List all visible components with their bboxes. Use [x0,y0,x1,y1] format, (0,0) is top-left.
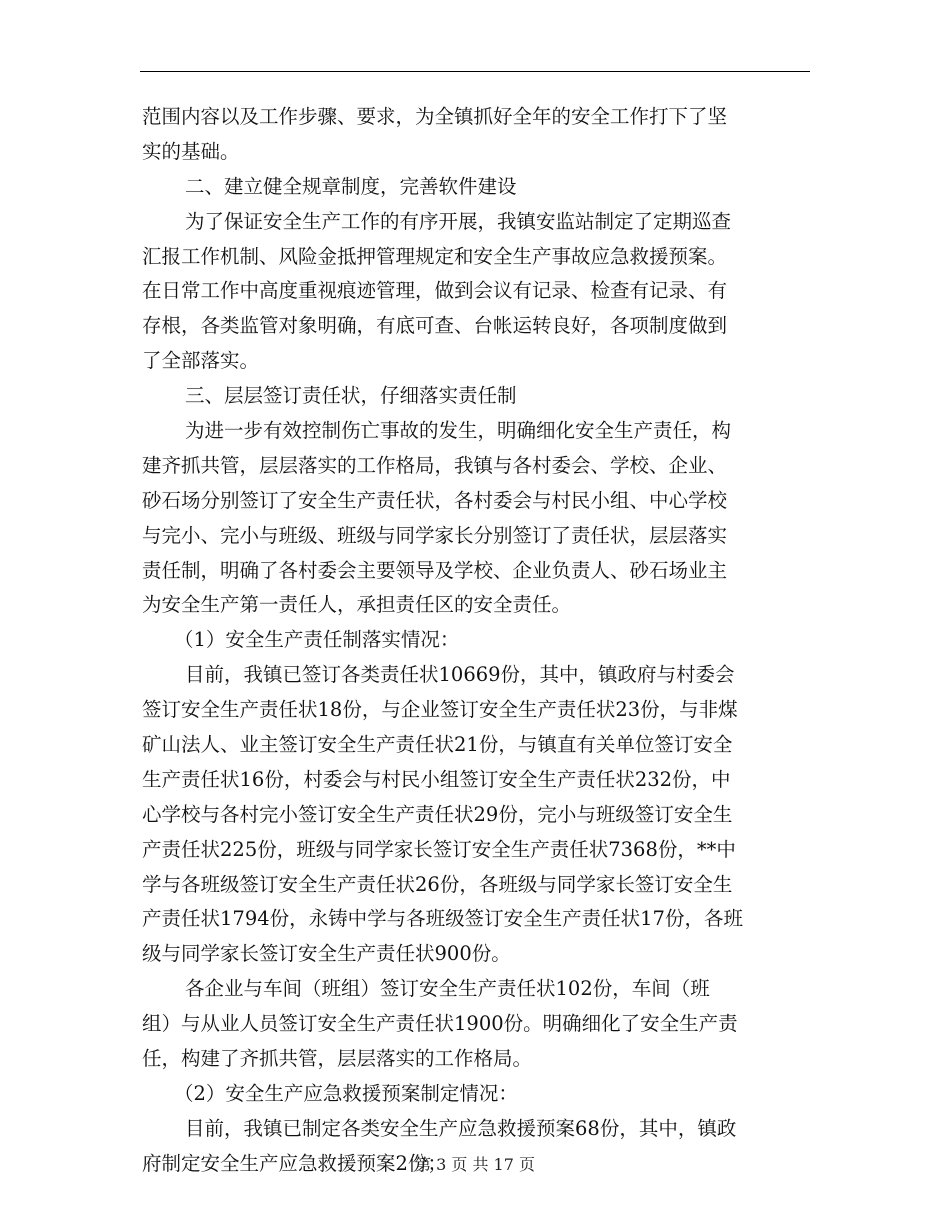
text-line: 级与同学家长签订安全生产责任状900份。 [142,942,511,966]
text-line: 汇报工作机制、风险金抵押管理规定和安全生产事故应急救援预案。 [142,244,728,268]
text-line: 学与各班级签订安全生产责任状26份，各班级与同学家长签订安全生 [142,872,733,896]
text-line: 府制定安全生产应急救援预案2份； [142,1151,447,1175]
text-line: 存根，各类监管对象明确，有底可查、台帐运转良好，各项制度做到 [142,314,728,338]
text-line: 与完小、完小与班级、班级与同学家长分别签订了责任状，层层落实 [142,523,728,547]
text-line: 产责任状1794份，永铸中学与各班级签订安全生产责任状17份，各班 [142,907,743,931]
subheading-2: （2）安全生产应急救援预案制定情况： [174,1081,518,1105]
text-line: 目前，我镇已签订各类责任状10669份，其中，镇政府与村委会 [185,663,735,687]
section-heading-2: 二、建立健全规章制度，完善软件建设 [185,174,517,198]
text-line: 任，构建了齐抓共管，层层落实的工作格局。 [142,1047,533,1071]
text-line: 矿山法人、业主签订安全生产责任状21份，与镇直有关单位签订安全 [142,733,733,757]
text-line: 建齐抓共管，层层落实的工作格局，我镇与各村委会、学校、企业、 [142,453,728,477]
text-line: 签订安全生产责任状18份，与企业签订安全生产责任状23份，与非煤 [142,698,738,722]
text-line: 组）与从业人员签订安全生产责任状1900份。明确细化了安全生产责 [142,1012,738,1036]
text-line: 范围内容以及工作步骤、要求，为全镇抓好全年的安全工作打下了坚 [142,105,728,128]
text-line: 产责任状225份，班级与同学家长签订安全生产责任状7368份，**中 [142,837,736,861]
page-number-footer: 第 3 页 共 17 页 [415,1155,535,1174]
text-line: 为了保证安全生产工作的有序开展，我镇安监站制定了定期巡查 [185,209,732,233]
text-line: 责任制，明确了各村委会主要领导及学校、企业负责人、砂石场业主 [142,558,728,582]
subheading-1: （1）安全生产责任制落实情况： [174,628,460,652]
text-line: 目前，我镇已制定各类安全生产应急救援预案68份，其中，镇政 [185,1116,737,1140]
text-line: 为安全生产第一责任人，承担责任区的安全责任。 [142,593,572,617]
header-rule [140,71,810,72]
text-line: 了全部落实。 [142,349,260,373]
text-line: 在日常工作中高度重视痕迹管理，做到会议有记录、检查有记录、有 [142,279,728,303]
text-line: 各企业与车间（班组）签订安全生产责任状102份，车间（班 [185,977,710,1001]
text-line: 心学校与各村完小签订安全生产责任状29份，完小与班级签订安全生 [142,802,733,826]
text-line: 为进一步有效控制伤亡事故的发生，明确细化安全生产责任，构 [185,419,732,443]
text-line: 砂石场分别签订了安全生产责任状，各村委会与村民小组、中心学校 [142,488,728,512]
document-body [142,100,810,1182]
section-heading-3: 三、层层签订责任状，仔细落实责任制 [185,384,517,408]
text-line: 生产责任状16份，村委会与村民小组签订安全生产责任状232份，中 [142,767,731,791]
text-line: 实的基础。 [142,139,240,163]
